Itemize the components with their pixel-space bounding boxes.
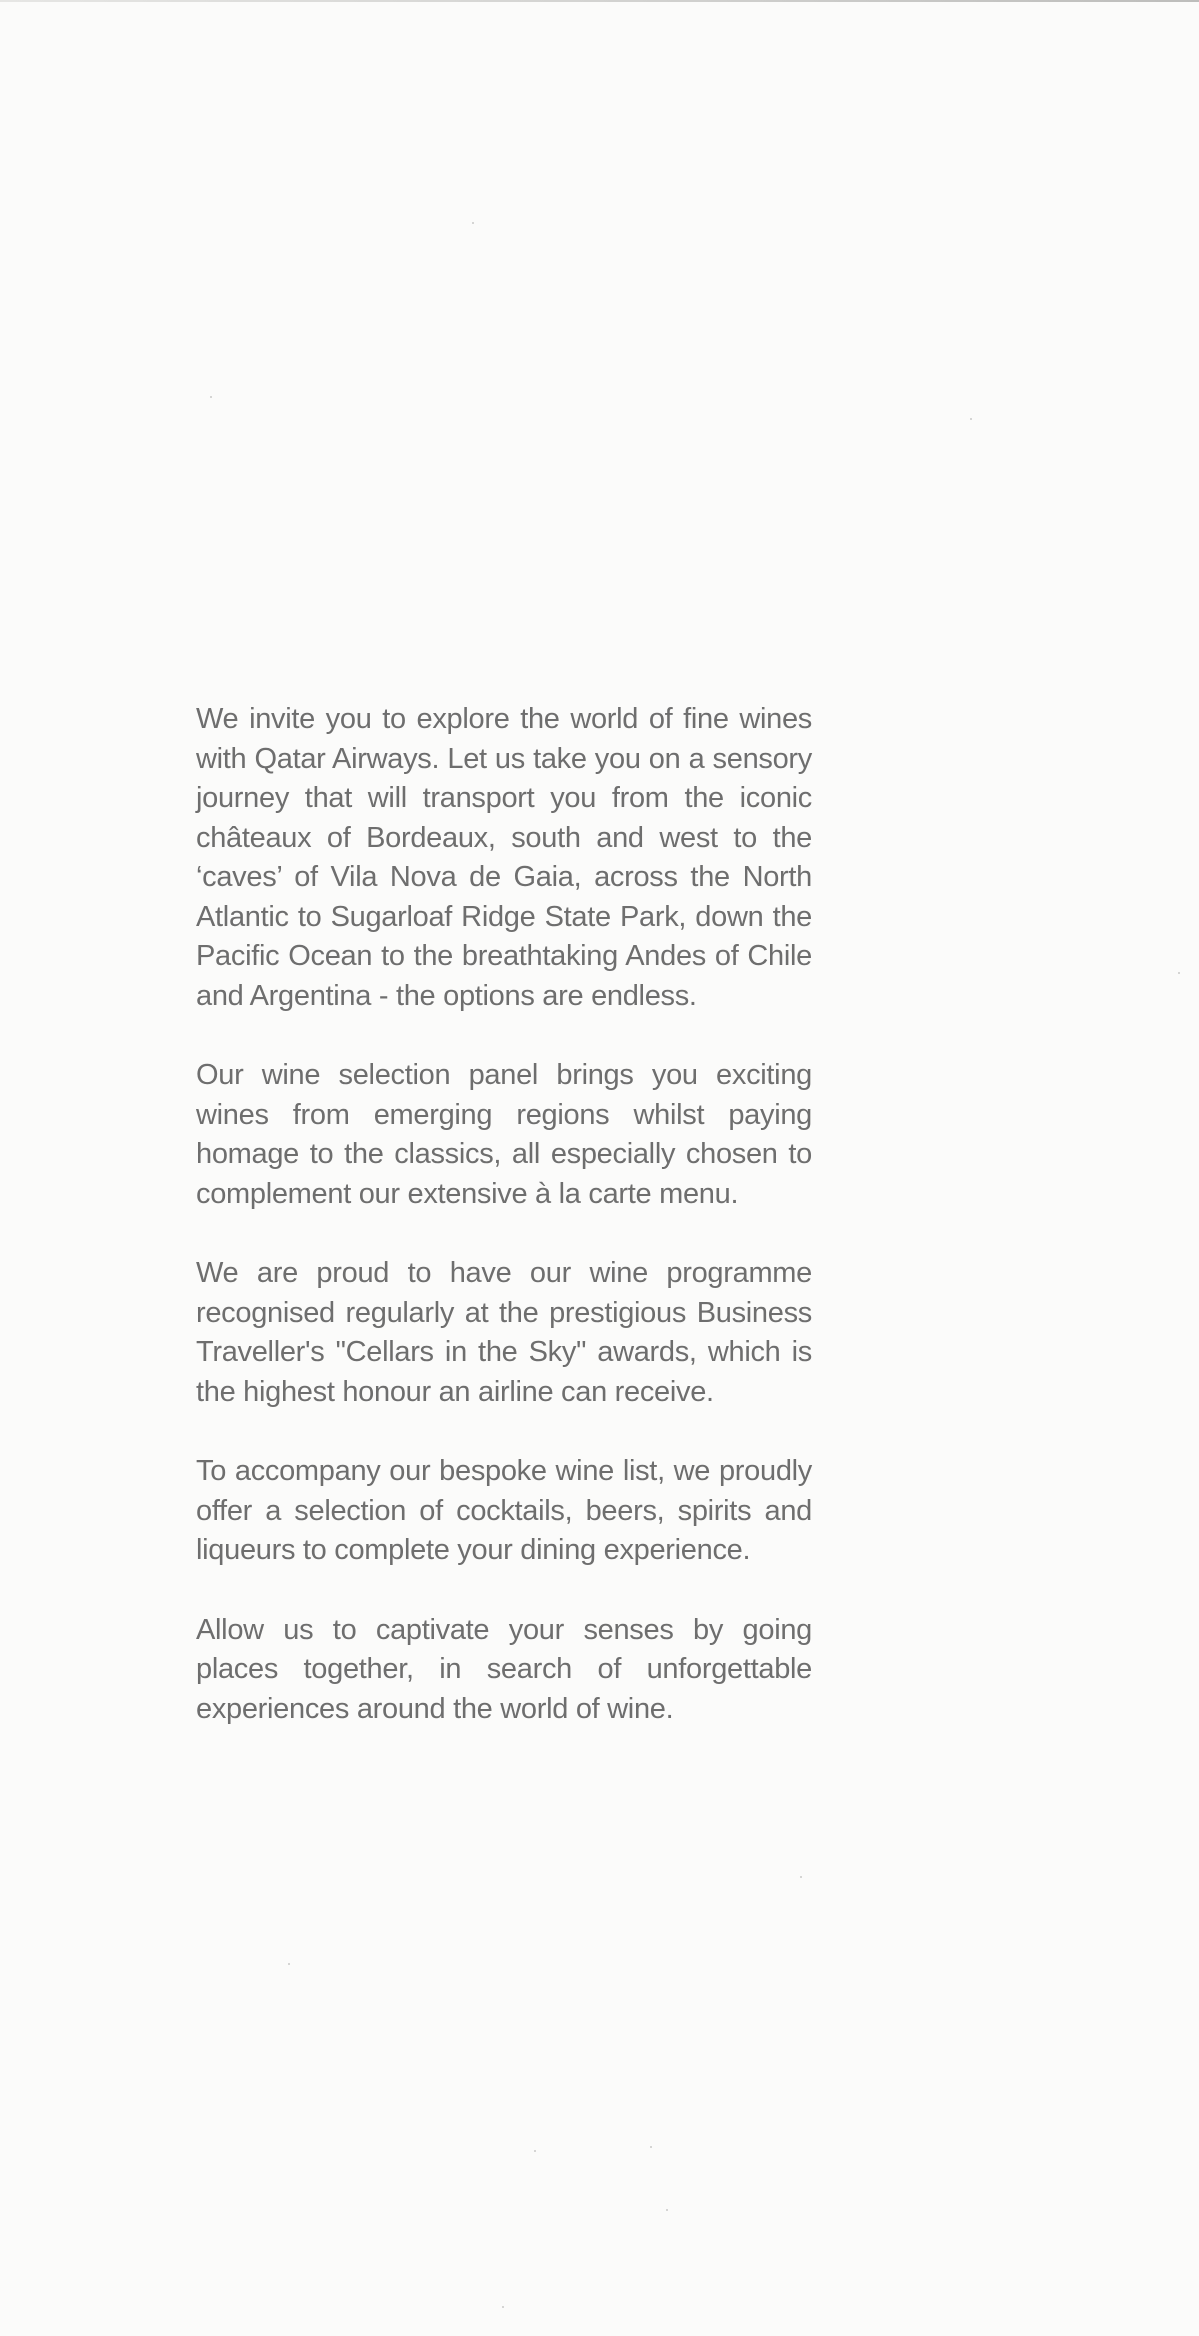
top-edge-rule <box>0 0 1199 2</box>
beverages-paragraph: To accompany our bespoke wine list, we proudly offer a selection of cocktails, beers, spirits and liqueurs to complete your dining experience. <box>196 1455 812 1566</box>
paper-speck <box>534 2150 536 2152</box>
paper-speck <box>650 2146 652 2148</box>
paper-speck <box>970 418 972 420</box>
paper-speck <box>800 1876 802 1878</box>
paper-speck <box>502 2306 504 2308</box>
intro-paragraph: We invite you to explore the world of fine wines with Qatar Airways. Let us take you on a sensory journey that will transport you from the iconic châteaux of Bordeaux, south and west to the ‘caves’ of Vila Nova de Gaia, across the North Atlantic to Sugarloaf Ridge State Park, down the Pacific Ocean to the breathtaking Andes of Chile and Argentina - the options are endless. <box>196 703 812 1012</box>
paper-speck <box>210 396 212 398</box>
paper-speck <box>666 2209 668 2211</box>
wine-introduction <box>196 700 812 1729</box>
paper-speck <box>472 222 474 224</box>
closing-paragraph: Allow us to captivate your senses by going places together, in search of unforgettable experiences around the world of wine. <box>196 1613 812 1725</box>
paper-speck <box>288 1963 290 1965</box>
paper-speck <box>1178 972 1180 974</box>
awards-paragraph: We are proud to have our wine programme recognised regularly at the prestigious Business Traveller's "Cellars in the Sky" awards, which is the highest honour an airline can receive. <box>196 1257 812 1408</box>
selection-paragraph: Our wine selection panel brings you exciting wines from emerging regions whilst paying homage to the classics, all especially chosen to complement our extensive à la carte menu. <box>196 1059 812 1210</box>
